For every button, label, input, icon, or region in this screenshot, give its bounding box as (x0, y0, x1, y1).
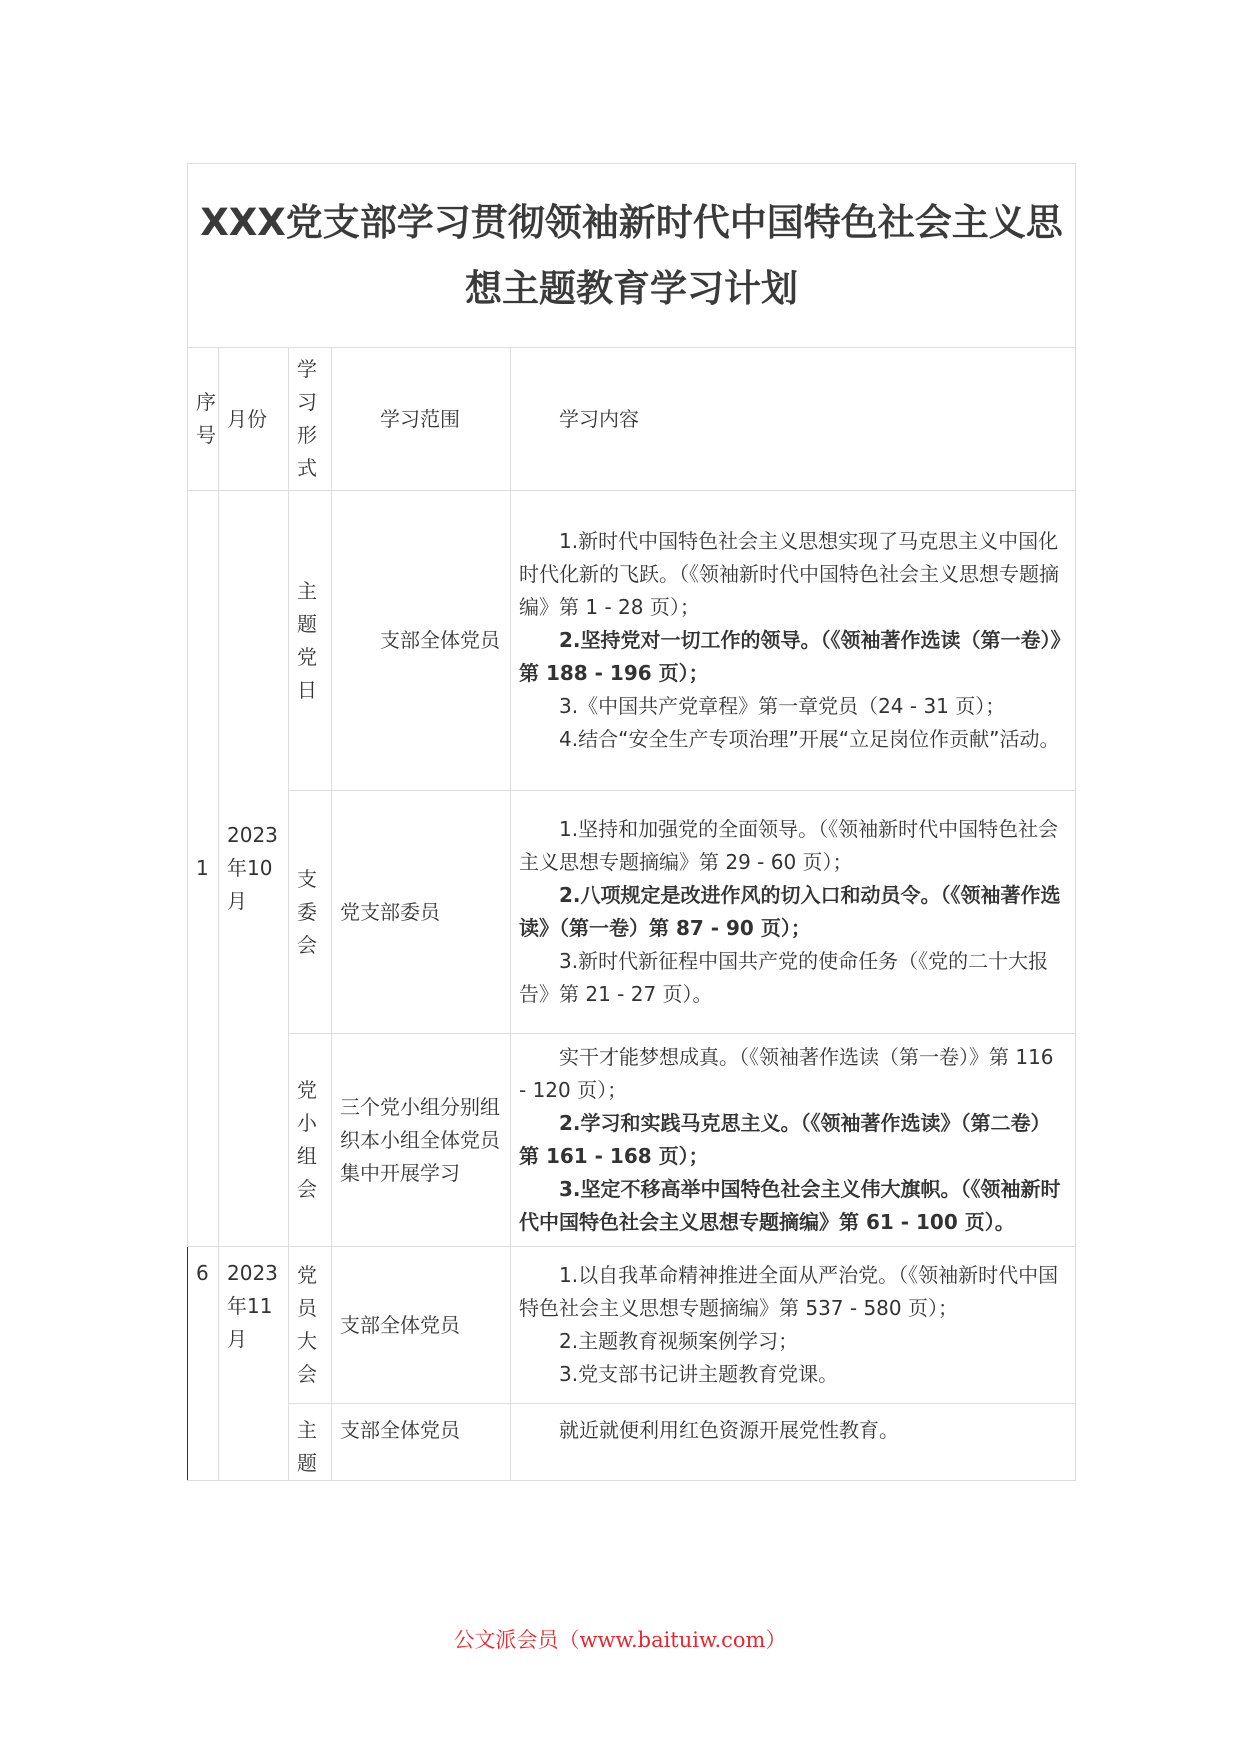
document-title: XXX党支部学习贯彻领袖新时代中国特色社会主义思想主题教育学习计划 (188, 164, 1076, 348)
content-item: 1.新时代中国特色社会主义思想实现了马克思主义中国化时代化新的飞跃。（《领袖新时代中国特色社会主义思想专题摘编》第 1 - 28 页）； (519, 529, 1059, 619)
table-row (188, 1034, 1076, 1247)
footer-watermark: 公文派会员（www.baituiw.com） (453, 1628, 787, 1652)
row-content (511, 791, 1076, 1034)
table-row (188, 1247, 1076, 1404)
document-page (187, 163, 1076, 1481)
row-content: 就近就便利用红色资源开展党性教育。 (511, 1404, 1076, 1481)
content-item: 3.新时代新征程中国共产党的使命任务（《党的二十大报告》第 21 - 27 页）。 (519, 949, 1049, 1006)
row-scope: 党支部委员 (332, 791, 511, 1034)
table-row (188, 791, 1076, 1034)
row-form: 党员大会 (289, 1247, 332, 1404)
header-seq: 序号 (188, 348, 219, 491)
row-form: 主题 (289, 1404, 332, 1481)
content-item: 2.学习和实践马克思主义。（《领袖著作选读》（第二卷）第 161 - 168 页）； (519, 1111, 1051, 1168)
content-item: 2.坚持党对一切工作的领导。（《领袖著作选读（第一卷）》第 188 - 196 页）； (519, 628, 1061, 685)
content-item: 2.主题教育视频案例学习； (559, 1329, 799, 1353)
row-month: 2023年10月 (219, 491, 289, 1247)
row-month: 2023年11月 (219, 1247, 289, 1481)
row-seq: 6 (188, 1247, 219, 1481)
content-item: 3.党支部书记讲主题教育党课。 (559, 1362, 839, 1386)
content-item: 3.坚定不移高举中国特色社会主义伟大旗帜。（《领袖新时代中国特色社会主义思想专题摘编》第 61 - 100 页）。 (519, 1177, 1061, 1234)
header-content: 学习内容 (511, 348, 1076, 491)
row-seq: 1 (188, 491, 219, 1247)
table-header-row (188, 348, 1076, 491)
content-item: 4.结合“安全生产专项治理”开展“立足岗位作贡献”活动。 (559, 727, 1060, 751)
row-form: 主题党日 (289, 491, 332, 791)
row-scope: 支部全体党员 (332, 491, 511, 791)
row-content (511, 1247, 1076, 1404)
content-item: 1.以自我革命精神推进全面从严治党。（《领袖新时代中国特色社会主义思想专题摘编》第 537 - 580 页）； (519, 1263, 1059, 1320)
row-scope: 三个党小组分别组织本小组全体党员集中开展学习 (332, 1034, 511, 1247)
row-form: 党小组会 (289, 1034, 332, 1247)
study-plan-table (187, 163, 1076, 1481)
content-item: 2.八项规定是改进作风的切入口和动员令。（《领袖著作选读》（第一卷）第 87 - 90 页）； (519, 883, 1061, 940)
row-scope: 支部全体党员 (332, 1404, 511, 1481)
header-month: 月份 (219, 348, 289, 491)
table-row (188, 1404, 1076, 1481)
content-item: 实干才能梦想成真。（《领袖著作选读（第一卷）》第 116 - 120 页）； (519, 1045, 1054, 1102)
row-content (511, 491, 1076, 791)
row-form: 支委会 (289, 791, 332, 1034)
table-row (188, 491, 1076, 791)
content-item: 3.《中国共产党章程》第一章党员（24 - 31 页）； (559, 694, 1006, 718)
row-scope: 支部全体党员 (332, 1247, 511, 1404)
content-item: 1.坚持和加强党的全面领导。（《领袖新时代中国特色社会主义思想专题摘编》第 29 - 60 页）； (519, 817, 1059, 874)
header-scope: 学习范围 (332, 348, 511, 491)
row-content (511, 1034, 1076, 1247)
header-form: 学习形式 (289, 348, 332, 491)
